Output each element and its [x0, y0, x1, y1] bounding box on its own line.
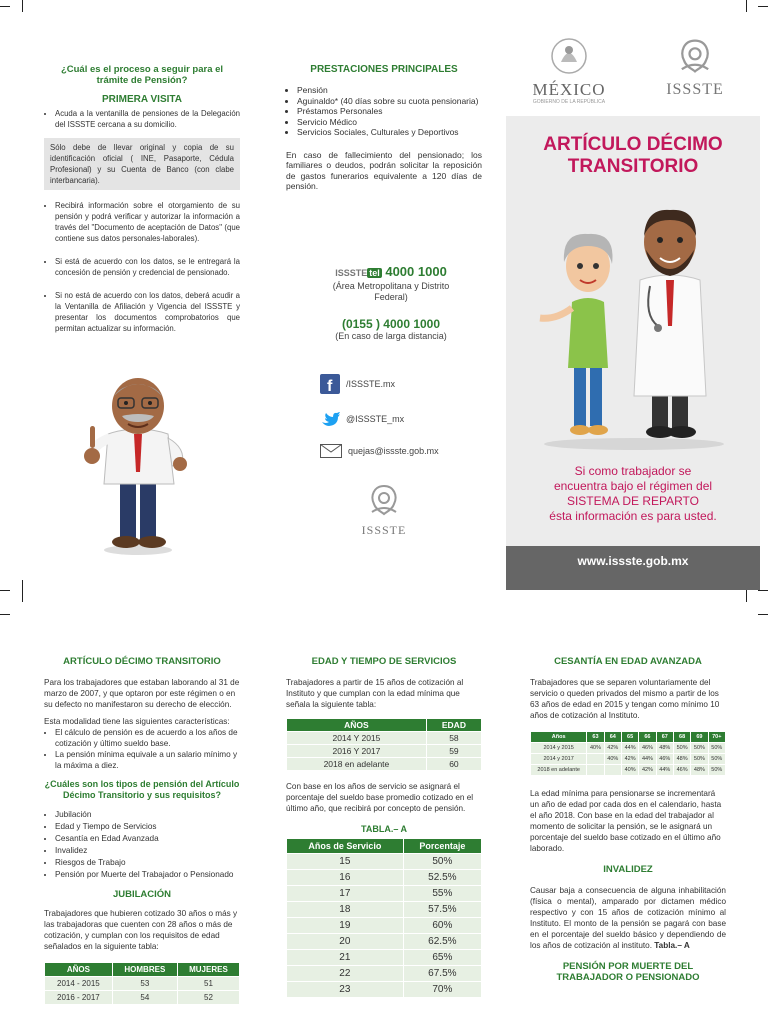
- table-cell: 52.5%: [403, 870, 481, 886]
- pension-type-item: • Pensión por Muerte del Trabajador o Pensionado: [55, 869, 240, 881]
- gobierno-republica: GOBIERNO DE LA REPÚBLICA: [532, 99, 606, 105]
- issste-header-text: ISSSTE: [666, 81, 724, 98]
- pension-type-item: • Cesantía en Edad Avanzada: [55, 833, 240, 845]
- table-cell: 18: [287, 902, 404, 918]
- table-cell: 46%: [656, 754, 673, 765]
- table-cell: 57.5%: [403, 902, 481, 918]
- pension-type-item: • Riesgos de Trabajo: [55, 857, 240, 869]
- table-header: 63: [587, 732, 604, 743]
- table-header: MUJERES: [177, 963, 239, 977]
- table-cell: 2014 y 2015: [531, 743, 587, 754]
- table-cell: 60: [426, 758, 481, 771]
- issste-emblem-icon: [364, 482, 404, 518]
- table-cell: 2014 - 2015: [45, 977, 113, 991]
- panel-age-service: [286, 656, 482, 998]
- pension-type-item: • Edad y Tiempo de Servicios: [55, 821, 240, 833]
- table-cell: [604, 765, 621, 776]
- table-header: AÑOS: [45, 963, 113, 977]
- twitter-handle: @ISSSTE_mx: [346, 414, 405, 424]
- crop-mark: [0, 6, 10, 7]
- table-cell: 60%: [403, 918, 481, 934]
- table-cell: 50%: [691, 754, 708, 765]
- table-cell: 65%: [403, 950, 481, 966]
- table-header: EDAD: [426, 719, 481, 732]
- table-cell: 42%: [639, 765, 656, 776]
- table-cell: 44%: [639, 754, 656, 765]
- table-cell: 48%: [691, 765, 708, 776]
- table-cell: 44%: [621, 743, 638, 754]
- table-row: [287, 854, 482, 870]
- cover-title-line-2: TRANSITORIO: [567, 156, 699, 177]
- phone-long-distance-note: (En caso de larga distancia): [335, 331, 447, 341]
- table-cell: 51: [177, 977, 239, 991]
- panel-process: [44, 64, 240, 334]
- article-10-characteristics: [44, 727, 240, 771]
- cesantia-heading: CESANTÍA EN EDAD AVANZADA: [554, 656, 702, 667]
- cover-message-line-2: encuentra bajo el régimen del: [553, 479, 713, 493]
- mexico-wordmark: MÉXICO: [532, 80, 606, 99]
- benefit-item: • Aguinaldo* (40 días sobre su cuota pensionaria): [297, 96, 482, 107]
- process-step-4: • Si no está de acuerdo con los datos, deberá acudir a la Ventanilla de Afiliación y Vigencia del ISSSTE y presentar los documentos comprobatorios que permitan actualizar su información.: [55, 290, 240, 334]
- table-cell: 20: [287, 934, 404, 950]
- crop-mark: [758, 614, 768, 615]
- table-cell: 2014 y 2017: [531, 754, 587, 765]
- twitter-link[interactable]: [320, 410, 439, 428]
- jubilacion-heading: JUBILACIÓN: [112, 889, 172, 900]
- couple-illustration: [534, 196, 734, 452]
- jubilacion-text: Trabajadores que hubieren cotizado 30 años o más y las trabajadoras que cuenten con 28 años o más de cotización, y cumplan con los requisitos de edad señalados en la siguiente tabla:: [44, 909, 238, 951]
- facebook-icon: [320, 374, 340, 394]
- table-cell: 67.5%: [403, 966, 481, 982]
- panel-benefits: [286, 64, 482, 192]
- pension-types-list: [44, 809, 240, 881]
- crop-mark: [758, 6, 768, 7]
- panel-article-10: [44, 656, 240, 1005]
- table-row: [287, 982, 482, 998]
- crop-mark: [0, 590, 10, 591]
- process-list: [44, 108, 240, 130]
- email-address: quejas@issste.gob.mx: [348, 446, 439, 456]
- table-row: [531, 754, 726, 765]
- process-step-3: • Si está de acuerdo con los datos, se le entregará la concesión de pensión y credencial de pensionado.: [55, 256, 240, 278]
- table-row: [45, 991, 240, 1005]
- table-row: [287, 934, 482, 950]
- table-cell: 54: [112, 991, 177, 1005]
- twitter-icon: [320, 410, 340, 428]
- crop-mark: [22, 580, 23, 602]
- mexico-gov-logo: [514, 36, 624, 105]
- table-cell: 48%: [656, 743, 673, 754]
- tabla-a: [286, 838, 482, 998]
- pension-types-question: ¿Cuáles son los tipos de pensión del Artículo Décimo Transitorio y sus requisitos?: [44, 779, 240, 800]
- table-cell: 40%: [604, 754, 621, 765]
- crop-mark: [746, 0, 747, 12]
- process-step-1: • Acuda a la ventanilla de pensiones de la Delegación del ISSSTE cercana a su domicilio.: [55, 108, 240, 130]
- invalidez-table-ref: Tabla.– A: [654, 941, 690, 950]
- benefits-list: [286, 85, 482, 138]
- email-link[interactable]: [320, 444, 439, 458]
- age-service-heading: EDAD Y TIEMPO DE SERVICIOS: [311, 656, 457, 667]
- invalidez-text: [530, 885, 726, 951]
- cover-title: [506, 134, 760, 178]
- table-cell: 48%: [673, 754, 690, 765]
- issste-footer-logo: [352, 482, 416, 538]
- invalidez-heading: INVALIDEZ: [603, 864, 653, 875]
- cover-message-line-3: SISTEMA DE REPARTO: [566, 494, 700, 508]
- table-cell: 2016 Y 2017: [287, 745, 427, 758]
- table-cell: 46%: [639, 743, 656, 754]
- issste-emblem-icon: [673, 36, 717, 76]
- table-cell: 2016 - 2017: [45, 991, 113, 1005]
- panel-cesantia: [530, 656, 726, 983]
- table-header: 66: [639, 732, 656, 743]
- phone-local-note: (Área Metropolitana y Distrito Federal): [332, 281, 450, 302]
- table-row: [287, 745, 482, 758]
- table-cell: 42%: [604, 743, 621, 754]
- invalidez-body: Causar baja a consecuencia de alguna inhabilitación (física o mental), amparado por dictamen médico respectivo y con 15 años de cotización mínimo al Instituto. El monto de la pensión se pagará con base en el porcentaje del sueldo básico y dependiendo de los años de cotización al instituto.: [530, 886, 726, 950]
- table-row: [287, 886, 482, 902]
- pension-type-item: • Invalidez: [55, 845, 240, 857]
- table-row: [287, 918, 482, 934]
- table-cell: [587, 765, 604, 776]
- process-step-2: • Recibirá información sobre el otorgamiento de su pensión y podrá verificar y autorizar la información a través del "Documento de aceptación de Datos" (que contiene sus datos personales-laborales).: [55, 200, 240, 244]
- age-table: [286, 718, 482, 771]
- table-cell: 23: [287, 982, 404, 998]
- table-cell: 21: [287, 950, 404, 966]
- benefit-item: • Pensión: [297, 85, 482, 96]
- email-icon: [320, 444, 342, 458]
- isssstel-tel-badge: tel: [369, 268, 380, 278]
- table-cell: 50%: [673, 743, 690, 754]
- table-cell: 55%: [403, 886, 481, 902]
- cover-message-line-4: ésta información es para usted.: [549, 509, 717, 523]
- table-row: [287, 758, 482, 771]
- table-cell: 40%: [621, 765, 638, 776]
- cover-panel: [506, 116, 760, 546]
- characteristic-item: • El cálculo de pensión es de acuerdo a los años de cotización y último sueldo base.: [55, 727, 240, 749]
- benefits-heading: PRESTACIONES PRINCIPALES: [310, 64, 458, 75]
- facebook-link[interactable]: [320, 374, 439, 394]
- issste-footer-text: ISSSTE: [361, 523, 407, 537]
- benefit-item: • Préstamos Personales: [297, 106, 482, 117]
- table-row: [287, 966, 482, 982]
- website-banner: [506, 546, 760, 590]
- table-row: [287, 732, 482, 745]
- svg-text:f: f: [327, 378, 333, 394]
- table-header: 70+: [708, 732, 725, 743]
- table-header: 67: [656, 732, 673, 743]
- website-url[interactable]: www.issste.gob.mx: [577, 554, 689, 568]
- cesantia-explanation: La edad mínima para pensionarse se incrementará un año de edad por cada dos en el calendario, hasta el año 2018. Con base en la edad del trabajador al momento de solicitar la pensión, se le asignará un porcentaje del sueldo base cotizado en el último año laborado.: [530, 789, 722, 853]
- retiree-man-illustration: [78, 372, 198, 556]
- process-question: ¿Cuál es el proceso a seguir para el trámite de Pensión?: [60, 64, 224, 86]
- table-header: AÑOS: [287, 719, 427, 732]
- table-cell: 42%: [621, 754, 638, 765]
- table-row: [287, 870, 482, 886]
- isssstel-brand: ISSSTE: [335, 268, 368, 278]
- table-cell: 59: [426, 745, 481, 758]
- table-cell: 44%: [656, 765, 673, 776]
- table-header: HOMBRES: [112, 963, 177, 977]
- table-cell: 50%: [708, 743, 725, 754]
- table-row: [287, 902, 482, 918]
- cesantia-table: [530, 731, 726, 776]
- crop-mark: [758, 590, 768, 591]
- article-10-characteristics-intro: Esta modalidad tiene las siguientes características:: [44, 717, 230, 726]
- cover-title-line-1: ARTÍCULO DÉCIMO: [543, 134, 723, 155]
- table-cell: 15: [287, 854, 404, 870]
- pension-type-item: • Jubilación: [55, 809, 240, 821]
- tabla-a-heading: TABLA.– A: [361, 824, 407, 834]
- table-header: 68: [673, 732, 690, 743]
- benefit-item: • Servicio Médico: [297, 117, 482, 128]
- age-service-percentage-text: Con base en los años de servicio se asignará el porcentaje del sueldo base promedio cotizado en el último año, que recibirá por concepto de pensión.: [286, 782, 474, 813]
- cesantia-intro: Trabajadores que se separen voluntariamente del servicio o queden privados del mismo a partir de los 63 años de edad en 2015 y tengan como mínimo 10 años de cotización al Instituto.: [530, 678, 720, 720]
- social-links: [320, 374, 439, 458]
- requirements-box: Sólo debe de llevar original y copia de su identificación oficial ( INE, Pasaporte, Cédula Profesional) y su Cuenta de Banco (con clabe interbancaria).: [44, 138, 240, 190]
- table-cell: 19: [287, 918, 404, 934]
- table-cell: 22: [287, 966, 404, 982]
- table-cell: 52: [177, 991, 239, 1005]
- table-cell: 50%: [708, 754, 725, 765]
- table-row: [45, 977, 240, 991]
- table-cell: 53: [112, 977, 177, 991]
- table-cell: 50%: [403, 854, 481, 870]
- table-cell: 2014 Y 2015: [287, 732, 427, 745]
- process-list-2: [44, 200, 240, 334]
- table-cell: 50%: [691, 743, 708, 754]
- table-header: 65: [621, 732, 638, 743]
- table-header: Años: [531, 732, 587, 743]
- table-cell: 17: [287, 886, 404, 902]
- table-row: [531, 743, 726, 754]
- table-cell: 16: [287, 870, 404, 886]
- mexico-coat-of-arms-icon: [549, 36, 589, 76]
- characteristic-item: • La pensión mínima equivale a un salario mínimo y la máxima a diez.: [55, 749, 240, 771]
- cover-message-line-1: Si como trabajador se: [574, 464, 692, 478]
- table-header: Porcentaje: [403, 839, 481, 854]
- benefit-item: • Servicios Sociales, Culturales y Deportivos: [297, 127, 482, 138]
- table-header: 69: [691, 732, 708, 743]
- table-cell: 40%: [587, 743, 604, 754]
- article-10-intro: Para los trabajadores que estaban laborando al 31 de marzo de 2007, y que optaron por este régimen o en su defecto no manifestaron su derecho de elección.: [44, 678, 240, 709]
- table-cell: 62.5%: [403, 934, 481, 950]
- cover-message: [506, 464, 760, 524]
- table-header: Años de Servicio: [287, 839, 404, 854]
- table-cell: 46%: [673, 765, 690, 776]
- table-cell: 2018 en adelante: [531, 765, 587, 776]
- article-10-heading: ARTÍCULO DÉCIMO TRANSITORIO: [63, 656, 221, 667]
- issste-header-logo: [640, 36, 750, 99]
- table-header: 64: [604, 732, 621, 743]
- crop-mark: [22, 0, 23, 12]
- table-cell: [587, 754, 604, 765]
- phone-number-long-distance[interactable]: (0155 ) 4000 1000: [341, 317, 441, 331]
- jubilacion-table: [44, 962, 240, 1005]
- table-row: [287, 950, 482, 966]
- primera-visita-heading: PRIMERA VISITA: [101, 94, 182, 105]
- table-cell: 50%: [708, 765, 725, 776]
- funeral-paragraph: En caso de fallecimiento del pensionado; los familiares o deudos, podrán solicitar la reposición de gastos funerarios equivalente a 120 días de pensión.: [286, 149, 482, 191]
- isssstel-line: [306, 264, 476, 279]
- table-row: [531, 765, 726, 776]
- table-cell: 70%: [403, 982, 481, 998]
- muerte-heading: PENSIÓN POR MUERTE DEL TRABAJADOR O PENSIONADO: [556, 961, 700, 983]
- crop-mark: [0, 614, 10, 615]
- table-cell: 58: [426, 732, 481, 745]
- phone-number-local[interactable]: 4000 1000: [385, 264, 447, 279]
- age-service-intro: Trabajadores a partir de 15 años de cotización al Instituto y que cumplan con la edad mínima que señala la siguiente tabla:: [286, 678, 464, 709]
- table-cell: 2018 en adelante: [287, 758, 427, 771]
- contact-phones: [306, 264, 476, 341]
- facebook-handle: /ISSSTE.mx: [346, 379, 396, 389]
